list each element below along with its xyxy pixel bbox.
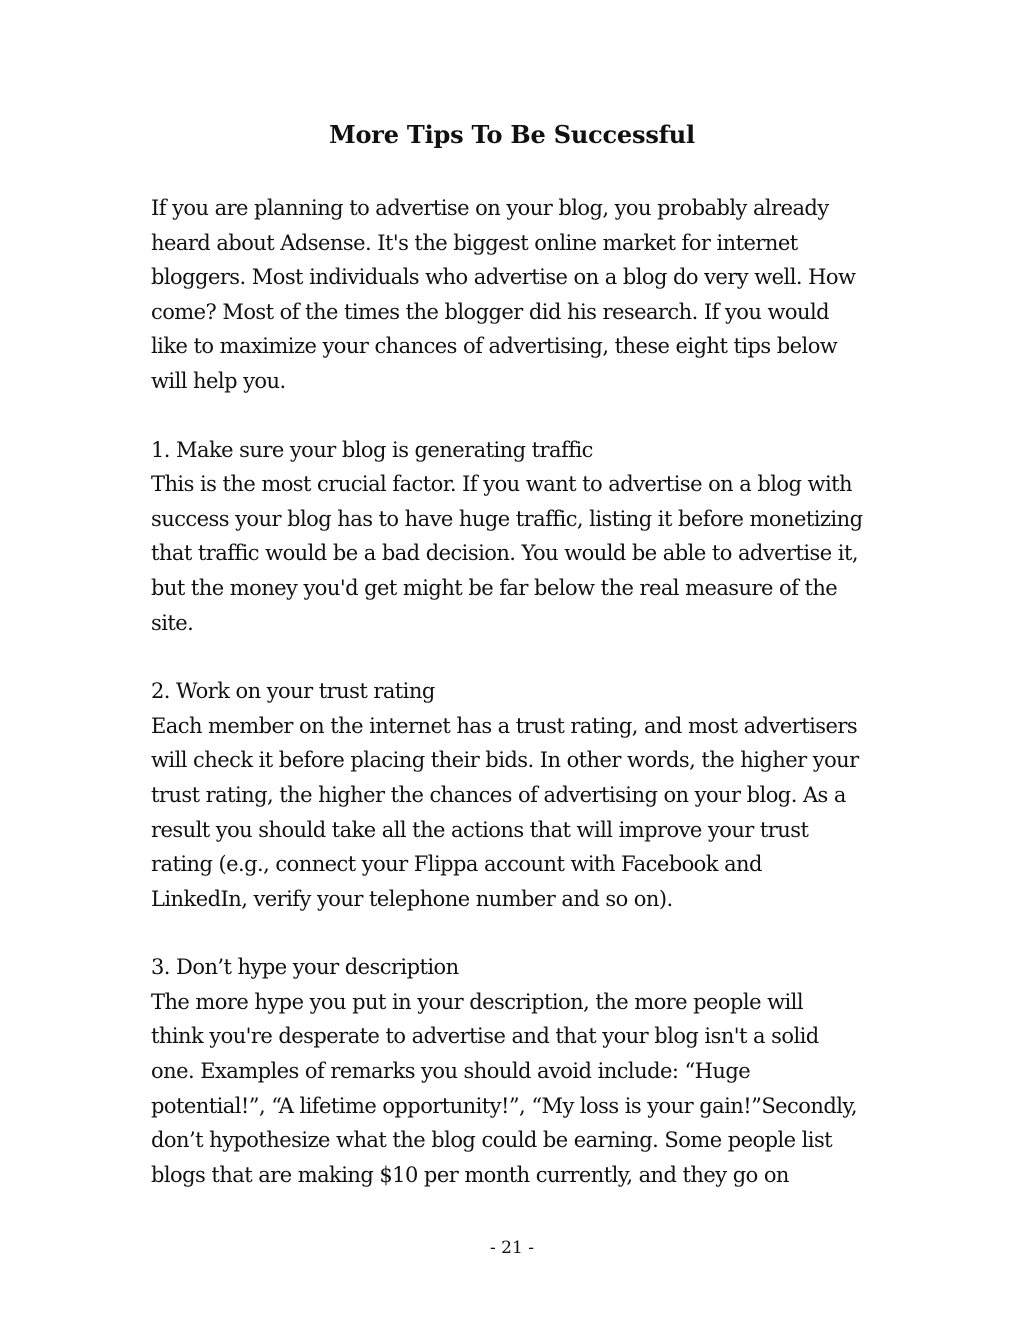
text-line: potential!”, “A lifetime opportunity!”, “My loss is your gain!”Secondly, (151, 1093, 858, 1118)
text-line: that traffic would be a bad decision. You would be able to advertise it, (151, 541, 858, 566)
page-number: - 21 - (490, 1238, 534, 1258)
tip-heading: 1. Make sure your blog is generating traffic (151, 437, 593, 462)
intro-paragraph (151, 191, 891, 399)
text-line: rating (e.g., connect your Flippa account with Facebook and (151, 852, 762, 877)
text-line: think you're desperate to advertise and that your blog isn't a solid (151, 1024, 819, 1049)
text-line: one. Examples of remarks you should avoid include: “Huge (151, 1059, 751, 1084)
text-line: bloggers. Most individuals who advertise on a blog do very well. How (151, 265, 856, 290)
text-line: blogs that are making $10 per month currently, and they go on (151, 1162, 789, 1187)
text-line: will help you. (151, 368, 286, 393)
text-line: but the money you'd get might be far below the real measure of the (151, 575, 838, 600)
text-line: like to maximize your chances of advertising, these eight tips below (151, 334, 838, 359)
text-line: If you are planning to advertise on your blog, you probably already (151, 196, 829, 220)
text-line: success your blog has to have huge traffic, listing it before monetizing (151, 506, 863, 531)
tip-section-1 (151, 433, 891, 641)
page-title: More Tips To Be Successful (329, 120, 695, 149)
tip-heading: 3. Don’t hype your description (151, 955, 459, 980)
document-body (151, 191, 891, 1226)
text-line: LinkedIn, verify your telephone number and so on). (151, 886, 673, 911)
text-line: come? Most of the times the blogger did his research. If you would (151, 299, 830, 324)
text-line: trust rating, the higher the chances of advertising on your blog. As a (151, 782, 846, 807)
text-line: Each member on the internet has a trust rating, and most advertisers (151, 713, 858, 738)
text-line: result you should take all the actions that will improve your trust (151, 817, 809, 842)
text-line: heard about Adsense. It's the biggest online market for internet (151, 230, 798, 255)
tip-heading: 2. Work on your trust rating (151, 679, 435, 704)
text-line: don’t hypothesize what the blog could be earning. Some people list (151, 1128, 833, 1153)
tip-section-3 (151, 950, 891, 1192)
text-line: will check it before placing their bids. In other words, the higher your (151, 748, 859, 773)
text-line: The more hype you put in your description, the more people will (151, 989, 804, 1014)
tip-section-2 (151, 674, 891, 916)
text-line: This is the most crucial factor. If you want to advertise on a blog with (151, 472, 852, 497)
text-line: site. (151, 610, 194, 635)
